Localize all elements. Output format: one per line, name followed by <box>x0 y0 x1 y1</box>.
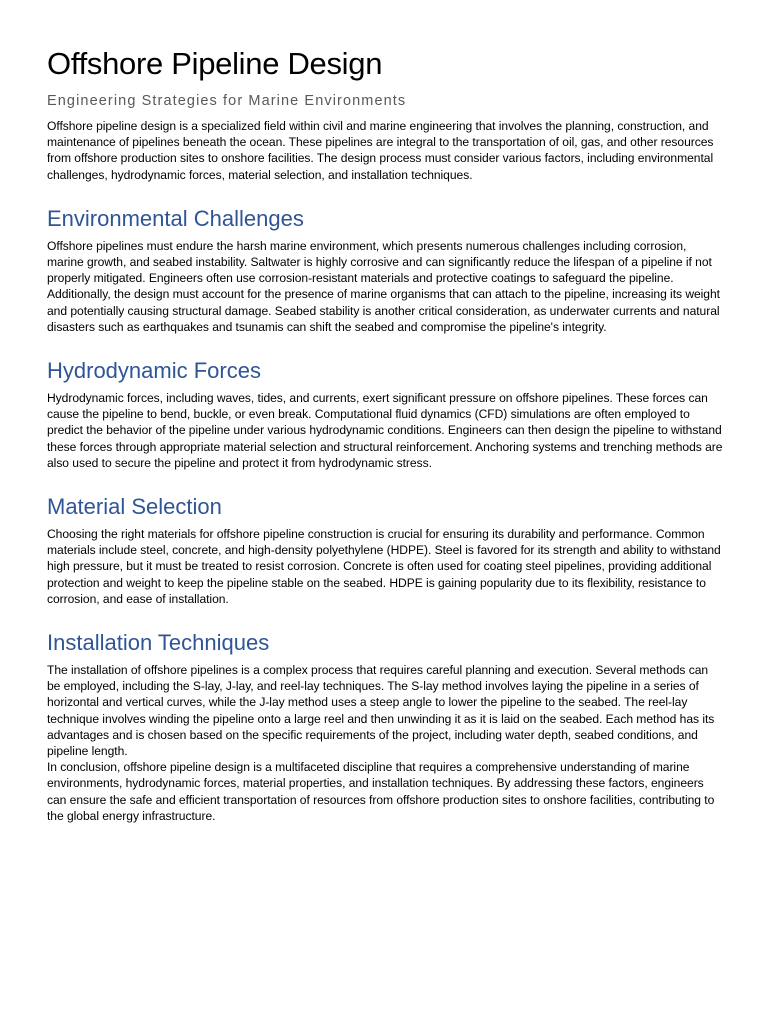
section-heading: Installation Techniques <box>47 630 270 656</box>
section-paragraph: Offshore pipelines must endure the harsh marine environment, which presents numerous challenges including corrosion, marine growth, and seabed instability. Saltwater is highly corrosive and can significantly reduce the lifespan of a pipeline if not properly mitigated. Engineers often use corrosion-resistant materials and protective coatings to safeguard the pipeline. Additionally, the design must account for the presence of marine organisms that can attach to the pipeline, increasing its weight and potentially causing structural damage. Seabed stability is another critical consideration, as underwater currents and natural disasters such as earthquakes and tsunamis can shift the seabed and compromise the pipeline's integrity. <box>47 238 720 334</box>
section-hydrodynamic-forces <box>47 356 723 471</box>
section-paragraph: The installation of offshore pipelines is a complex process that requires careful planning and execution. Several methods can be employed, including the S-lay, J-lay, and reel-lay techniques. The S-lay method involves laying the pipeline in a series of horizontal and vertical curves, while the J-lay method uses a steep angle to lower the pipeline to the seabed. The reel-lay technique involves winding the pipeline onto a large reel and then unwinding it as it is laid on the seabed. Each method has its advantages and is chosen based on the specific requirements of the project, including water depth, seabed conditions, and pipeline length. <box>47 663 715 759</box>
section-material-selection <box>47 492 723 607</box>
document-page <box>47 44 723 824</box>
section-heading: Hydrodynamic Forces <box>47 358 261 384</box>
document-title: Offshore Pipeline Design <box>47 46 383 81</box>
section-paragraph: Hydrodynamic forces, including waves, tides, and currents, exert significant pressure on offshore pipelines. These forces can cause the pipeline to bend, buckle, or even break. Computational fluid dynamics (CFD) simulations are often employed to predict the behavior of the pipeline under various hydrodynamic conditions. Engineers can then design the pipeline to withstand these forces through appropriate material selection and structural reinforcement. Anchoring systems and trenching methods are also used to secure the pipeline and protect it from hydrodynamic stress. <box>47 391 723 470</box>
section-heading: Material Selection <box>47 494 222 520</box>
section-installation-techniques <box>47 628 723 824</box>
intro-paragraph: Offshore pipeline design is a specialized field within civil and marine engineering that involves the planning, construction, and maintenance of pipelines beneath the ocean. These pipelines are integral to the transportation of oil, gas, and other resources from offshore production sites to onshore facilities. The design process must consider various factors, including environmental challenges, hydrodynamic forces, material selection, and installation techniques. <box>47 119 714 182</box>
document-subtitle: Engineering Strategies for Marine Environments <box>47 93 407 109</box>
section-environmental-challenges <box>47 204 723 335</box>
section-paragraph: Choosing the right materials for offshore pipeline construction is crucial for ensuring its durability and performance. Common materials include steel, concrete, and high-density polyethylene (HDPE). Steel is favored for its strength and ability to withstand high pressure, but it must be treated to resist corrosion. Concrete is often used for coating steel pipelines, providing additional protection and weight to keep the pipeline stable on the seabed. HDPE is gaining popularity due to its flexibility, resistance to corrosion, and ease of installation. <box>47 527 721 606</box>
section-heading: Environmental Challenges <box>47 205 304 231</box>
conclusion-paragraph: In conclusion, offshore pipeline design is a multifaceted discipline that requires a comprehensive understanding of marine environments, hydrodynamic forces, material properties, and installation techniques. By addressing these factors, engineers can ensure the safe and efficient transportation of resources from offshore production sites to onshore facilities, contributing to the global energy infrastructure. <box>47 760 715 823</box>
